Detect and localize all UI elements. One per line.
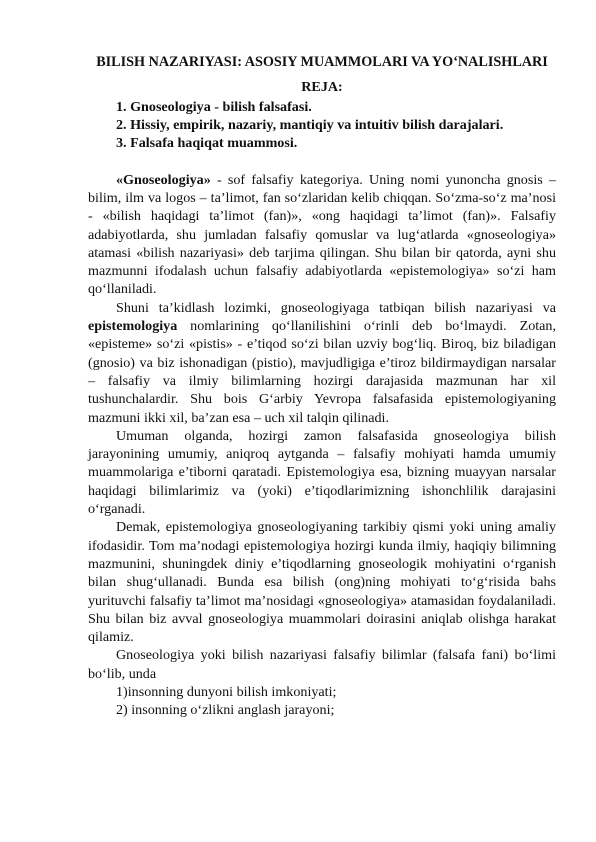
paragraph-gnoseology-section: Gnoseologiya yoki bilish nazariyasi falsafiy bilimlar (falsafa fani) bo‘limi bo‘lib, unda <box>88 647 556 682</box>
paragraph-text: - sof falsafiy kategoriya. Uning nomi yunoncha gnosis – bilim, ilm va logos – ta’limot, fan so‘zlaridan kelib chiqqan. So‘zma-so‘z ma’nosi - «bilish haqidagi ta’limot (fan)», «ong haqidagi ta’limot (fan)». Falsafiy adabiyotlarda, shu jumladan falsafiy qomuslar va lug‘atlarda «gnoseologiya» atamasi «bilish nazariyasi» deb tarjima qilingan. Shu bilan bir qatorda, ayni shu mazmunni ifodalash uchun falsafiy adabiyotlarda «epistemologiya» so‘zi ham qo‘llaniladi. <box>88 171 556 298</box>
term-gnoseologiya: «Gnoseologiya» <box>116 171 211 188</box>
plan-list <box>88 98 556 153</box>
paragraph-modern-philosophy: Umuman olganda, hozirgi zamon falsafasida gnoseologiya bilish jarayonining umumiy, aniqroq aytganda – falsafiy mohiyati hamda umumiy muammolariga e’tiborni qaratadi. Epistemologiya esa, bizning muayyan narsalar haqidagi bilimlarimiz va (yoki) e’tiqodlarimizning ishonchlilik darajasini o‘rganadi. <box>88 427 556 518</box>
list-item: 1)insonning dunyoni bilish imkoniyati; <box>116 684 337 700</box>
plan-heading: REJA: <box>301 78 343 95</box>
plan-item: 2. Hissiy, empirik, nazariy, mantiqiy va intuitiv bilish darajalari. <box>116 117 504 134</box>
plan-item: 1. Gnoseologiya - bilish falsafasi. <box>116 98 312 115</box>
paragraph-text: Shuni ta’kidlash lozimki, gnoseologiyaga tatbiqan bilish nazariyasi va <box>116 299 556 316</box>
paragraph-conclusion: Demak, epistemologiya gnoseologiyaning tarkibiy qismi yoki uning amaliy ifodasidir. Tom ma’nodagi epistemologiya hozirgi kunda ilmiy, haqiqiy bilimning mazmunini, shuningdek diniy e’tiqodlarning gnoseologik mohiyatini o‘rganish bilan shug‘ullanadi. Bunda esa bilish (ong)ning mohiyati to‘g‘risida bahs yurituvchi falsafiy ta’limot ma’nosidagi «gnoseologiya» atamasidan foydalaniladi. Shu bilan biz avval gnoseologiya muammolari doirasini aniqlab olishga harakat qilamiz. <box>88 519 556 646</box>
document-page <box>88 54 556 720</box>
document-title: BILISH NAZARIYASI: ASOSIY MUAMMOLARI VA YO‘NALISHLARI <box>96 54 548 70</box>
plan-item: 3. Falsafa haqiqat muammosi. <box>116 135 298 152</box>
paragraph-epistemology <box>88 299 556 427</box>
list-item: 2) insonning o‘zlikni anglash jarayoni; <box>116 702 335 719</box>
paragraph-gnoseologiya-definition <box>88 171 556 299</box>
term-epistemologiya: epistemologiya <box>88 318 178 335</box>
paragraph-text: nomlarining qo‘llanilishini o‘rinli deb bo‘lmaydi. Zotan, «episteme» so‘zi «pistis» - e’tiqod so‘zi bilan uzviy bog‘liq. Biroq, biz biladigan (gnosio) va biz ishonadigan (pistio), mavjudligiga e’tiroz bildirmaydigan narsalar – falsafiy va ilmiy bilimlarning hozirgi darajasida mazmunan har xil tushunchalardir. Shu bois G‘arbiy Yevropa falsafasida epistemologiyaning mazmuni ikki xil, ba’zan esa – uch xil talqin qilinadi. <box>88 318 556 426</box>
